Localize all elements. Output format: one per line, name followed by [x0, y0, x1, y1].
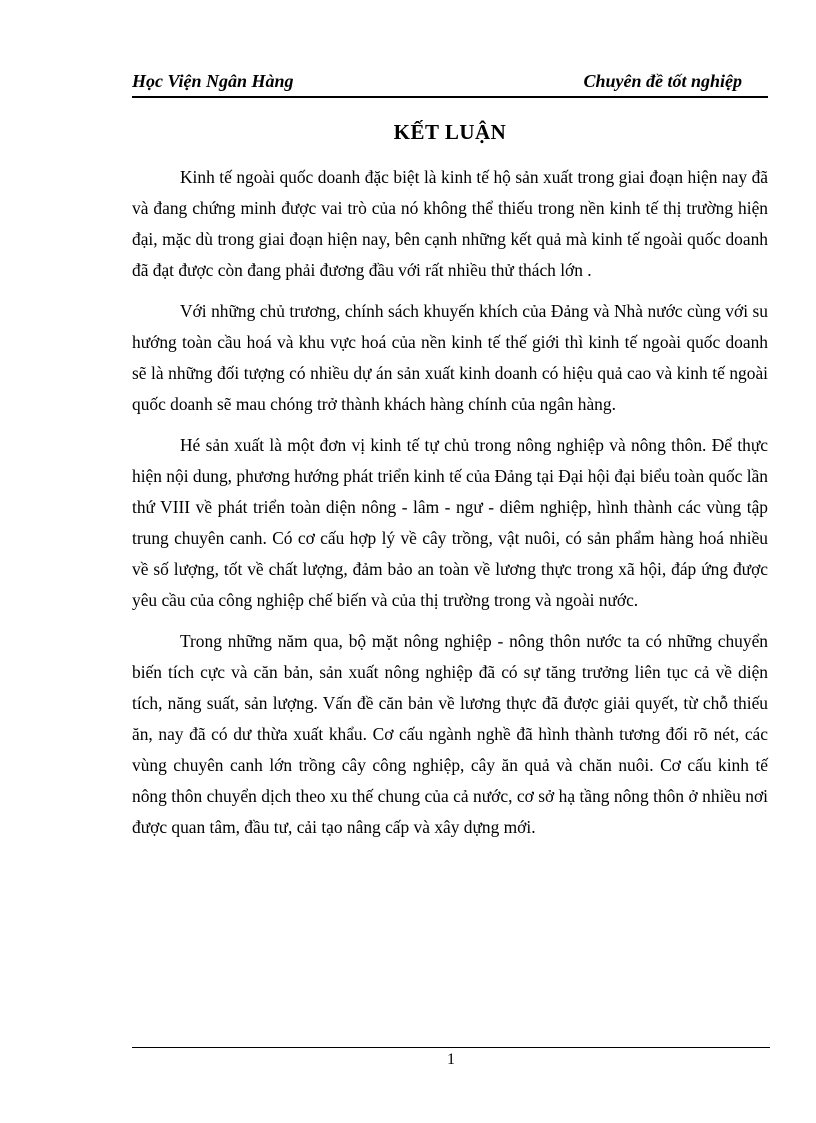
section-title: KẾT LUẬN — [393, 120, 507, 144]
paragraph-4: Trong những năm qua, bộ mặt nông nghiệp - nông thôn nước ta có những chuyển biến tích cực và căn bản, sản xuất nông nghiệp đã có sự tăng trưởng liên tục cả về diện tích, năng suất, sản lượng. Vấn đề căn bản về lương thực đã được giải quyết, từ chỗ thiếu ăn, nay đã có dư thừa xuất khẩu. Cơ cấu ngành nghề đã hình thành tương đối rõ nét, các vùng chuyên canh lớn trồng cây công nghiệp, cây ăn quả và chăn nuôi. Cơ cấu kinh tế nông thôn chuyển dịch theo xu thế chung của cả nước, cơ sở hạ tầng nông thôn ở nhiều nơi được quan tâm, đầu tư, cải tạo nâng cấp và xây dựng mới. — [132, 631, 768, 837]
header-institution: Học Viện Ngân Hàng — [132, 71, 294, 91]
paragraph-2: Với những chủ trương, chính sách khuyến khích của Đảng và Nhà nước cùng với su hướng toàn cầu hoá và khu vực hoá của nền kinh tế thế giới thì kinh tế ngoài quốc doanh sẽ là những đối tượng có nhiều dự án sản xuất kinh doanh có hiệu quả cao và kinh tế ngoài quốc doanh sẽ mau chóng trở thành khách hàng chính của ngân hàng. — [132, 301, 768, 414]
paragraph-3: Hé sản xuất là một đơn vị kinh tế tự chủ trong nông nghiệp và nông thôn. Để thực hiện nội dung, phương hướng phát triển kinh tế của Đảng tại Đại hội đại biểu toàn quốc lần thứ VIII về phát triển toàn diện nông - lâm - ngư - diêm nghiệp, hình thành các vùng tập trung chuyên canh. Có cơ cấu hợp lý về cây trồng, vật nuôi, có sản phẩm hàng hoá nhiều về số lượng, tốt về chất lượng, đảm bảo an toàn về lương thực trong xã hội, đáp ứng được yêu cầu của công nghiệp chế biến và của thị trường trong và ngoài nước. — [132, 435, 768, 610]
footer-divider — [132, 1047, 770, 1048]
header-document-type: Chuyên đề tốt nghiệp — [583, 71, 742, 91]
page-number: 1 — [447, 1051, 455, 1068]
document-body — [132, 162, 768, 853]
page-header — [132, 70, 768, 98]
paragraph-1: Kinh tế ngoài quốc doanh đặc biệt là kinh tế hộ sản xuất trong giai đoạn hiện nay đã và đang chứng minh được vai trò của nó không thể thiếu trong nền kinh tế thị trường hiện đại, mặc dù trong giai đoạn hiện nay, bên cạnh những kết quả mà kinh tế ngoài quốc doanh đã đạt được còn đang phải đương đầu với rất nhiều thử thách lớn . — [132, 167, 768, 280]
